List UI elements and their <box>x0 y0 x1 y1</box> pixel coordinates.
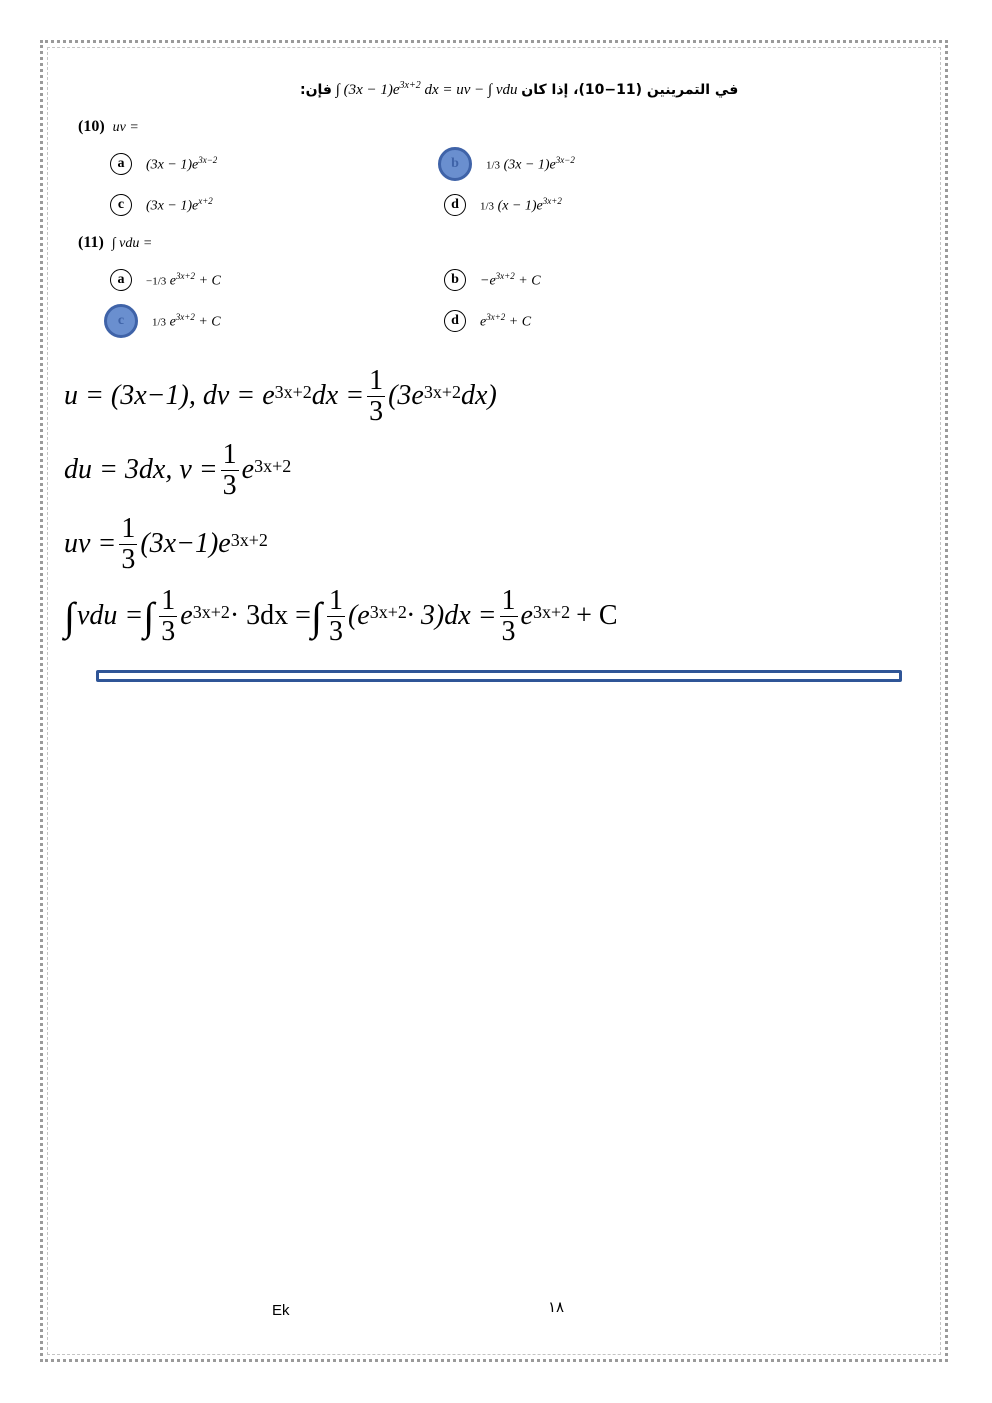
header-equation <box>336 82 518 98</box>
option-b-marker[interactable]: b <box>444 269 466 291</box>
work-text: u = (3x−1), dv = e <box>64 380 275 411</box>
question-10 <box>78 118 139 136</box>
integral-sign: ∫ <box>310 593 322 639</box>
option-suffix: + C <box>194 314 221 330</box>
option-d-marker[interactable]: d <box>444 194 466 216</box>
arabic-then: فإن: <box>300 82 332 98</box>
option-coefficient: 1/3 <box>480 200 495 213</box>
option-suffix: + C <box>195 273 221 289</box>
integral-sign: ∫ <box>143 593 155 639</box>
option-suffix: + C <box>505 314 532 330</box>
option-exponent: 3x−2 <box>198 154 218 165</box>
option-text: (3x − 1)e <box>503 157 556 173</box>
work-exponent: 3x+2 <box>369 601 407 622</box>
work-text: dx = <box>311 380 365 411</box>
q11-option-a[interactable] <box>110 266 221 294</box>
option-c-text <box>152 312 221 331</box>
q10-option-c[interactable] <box>110 191 213 219</box>
work-text: (3e <box>388 380 424 411</box>
work-exponent: 3x+2 <box>423 381 462 402</box>
q10-option-b[interactable] <box>444 150 575 178</box>
option-b-marker-selected[interactable]: b <box>438 147 472 181</box>
q11-option-c[interactable] <box>110 307 221 335</box>
option-coefficient: 1/3 <box>152 316 167 329</box>
option-exponent: 3x+2 <box>175 311 195 322</box>
work-exponent: 3x+2 <box>230 529 268 550</box>
question-10-number: (10) <box>78 118 105 135</box>
option-d-marker[interactable]: d <box>444 310 466 332</box>
option-text: e <box>169 273 176 289</box>
fraction-numerator: 1 <box>121 512 136 544</box>
fraction-denominator: 3 <box>121 543 136 575</box>
option-c-marker-selected[interactable]: c <box>104 304 138 338</box>
option-suffix: + C <box>514 273 541 289</box>
fraction-numerator: 1 <box>501 584 516 616</box>
option-a-marker[interactable]: a <box>110 153 132 175</box>
option-text: (3x − 1)e <box>146 198 199 214</box>
option-c-marker[interactable]: c <box>110 194 132 216</box>
question-11 <box>78 234 152 252</box>
fraction <box>159 586 177 647</box>
fraction-numerator: 1 <box>222 438 237 470</box>
header-eq-exp: 3x+2 <box>399 80 421 91</box>
fraction <box>221 440 239 501</box>
fraction <box>367 366 385 427</box>
fraction-numerator: 1 <box>369 364 384 396</box>
work-line-3 <box>64 514 268 574</box>
work-text: du = 3dx, v = <box>64 454 218 485</box>
option-a-text <box>146 271 221 290</box>
q10-option-a[interactable] <box>110 150 217 178</box>
option-b-text <box>486 155 575 174</box>
option-exponent: 3x+2 <box>542 195 562 206</box>
fraction-denominator: 3 <box>501 615 516 647</box>
option-text: (x − 1)e <box>497 198 543 214</box>
option-b-text <box>480 271 541 290</box>
fraction <box>500 586 518 647</box>
question-10-expression: uv = <box>112 120 139 135</box>
question-11-expression: ∫ vdu = <box>111 236 153 251</box>
option-a-marker[interactable]: a <box>110 269 132 291</box>
work-line-1 <box>64 366 497 426</box>
option-exponent: 3x+2 <box>175 270 196 281</box>
fraction-denominator: 3 <box>161 615 176 647</box>
work-text: e <box>241 454 255 485</box>
option-coefficient: 1/3 <box>486 159 501 172</box>
option-text: (3x − 1)e <box>146 157 199 173</box>
header-eq-main: ∫ (3x − 1)e <box>335 82 400 98</box>
q11-option-b[interactable] <box>444 266 541 294</box>
footer-author: Ek <box>272 1302 290 1319</box>
work-text: vdu = <box>76 600 144 631</box>
option-text: −e <box>480 273 496 289</box>
work-text: dx) <box>461 380 497 411</box>
fraction-denominator: 3 <box>222 469 237 501</box>
fraction-numerator: 1 <box>328 584 343 616</box>
work-text: (3x−1)e <box>140 528 231 559</box>
option-exponent: x+2 <box>198 195 213 206</box>
option-exponent: 3x+2 <box>486 311 506 322</box>
work-line-4 <box>64 586 618 646</box>
fraction-denominator: 3 <box>328 615 343 647</box>
work-text: (e <box>347 600 370 631</box>
exercise-instruction <box>300 80 760 104</box>
page-border <box>40 40 948 1362</box>
question-11-number: (11) <box>78 234 104 251</box>
work-exponent: 3x+2 <box>274 381 312 402</box>
work-text: · 3)dx = <box>406 600 497 631</box>
work-text: e <box>180 600 193 631</box>
work-text: + C <box>576 600 618 631</box>
option-text: e <box>480 314 487 330</box>
fraction <box>119 514 137 575</box>
section-divider <box>96 670 902 682</box>
header-eq-rest: dx = uv − ∫ vdu <box>420 82 518 98</box>
page-number: ١٨ <box>548 1298 565 1316</box>
work-text: uv = <box>64 528 117 559</box>
option-text: e <box>169 314 176 330</box>
work-text: · 3dx = <box>229 600 311 631</box>
fraction-denominator: 3 <box>369 395 384 427</box>
option-d-text <box>480 196 562 215</box>
option-a-text <box>146 155 217 174</box>
work-text: e <box>520 600 533 631</box>
q10-option-d[interactable] <box>444 191 562 219</box>
work-exponent: 3x+2 <box>254 455 292 476</box>
arabic-intro: في التمرينين (11−10)، إذا كان <box>521 82 739 98</box>
fraction <box>327 586 345 647</box>
q11-option-d[interactable] <box>444 307 531 335</box>
option-coefficient: −1/3 <box>146 275 167 288</box>
work-exponent: 3x+2 <box>192 601 230 622</box>
fraction-numerator: 1 <box>161 584 176 616</box>
integral-sign: ∫ <box>64 593 75 639</box>
option-exponent: 3x+2 <box>495 270 515 281</box>
option-exponent: 3x−2 <box>555 154 575 165</box>
option-d-text <box>480 312 531 331</box>
work-line-2 <box>64 440 291 500</box>
work-exponent: 3x+2 <box>532 601 571 622</box>
option-c-text <box>146 196 213 215</box>
